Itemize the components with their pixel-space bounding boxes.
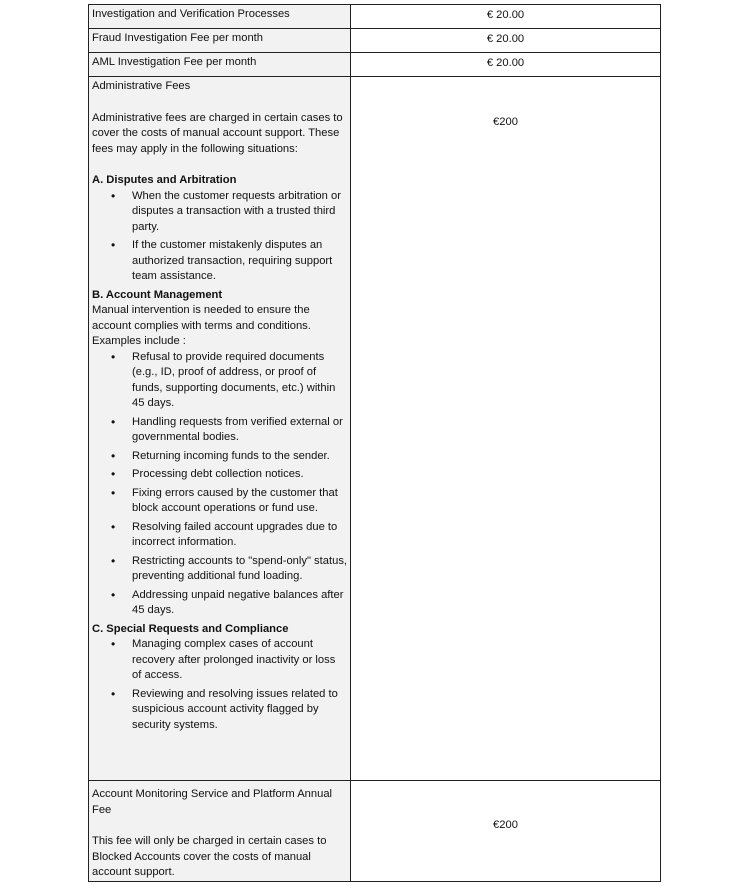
monitoring-title: Account Monitoring Service and Platform Annual Fee — [92, 788, 333, 816]
fee-row-fraud — [89, 29, 661, 53]
list-item: • Addressing unpaid negative balances after 45 days. — [92, 588, 347, 619]
monitoring-description: This fee will only be charged in certain cases to Blocked Accounts cover the costs of manual account support. — [92, 835, 327, 878]
list-item: • Resolving failed account upgrades due to incorrect information. — [92, 520, 347, 551]
fee-row-investigation — [89, 5, 661, 29]
monitoring-fee-cell — [89, 781, 351, 882]
list-item: • Fixing errors caused by the customer that block account operations or fund use. — [92, 486, 347, 517]
fee-label: Investigation and Verification Processes — [89, 5, 351, 29]
fee-price: € 20.00 — [351, 29, 661, 53]
section-a-heading: A. Disputes and Arbitration — [92, 174, 237, 186]
list-item: • When the customer requests arbitration or disputes a transaction with a trusted third party. — [92, 189, 347, 236]
fee-price: € 20.00 — [351, 5, 661, 29]
fee-price: € 20.00 — [351, 53, 661, 77]
list-item: • Processing debt collection notices. — [92, 467, 347, 483]
section-a-list — [92, 189, 347, 285]
section-b-list — [92, 350, 347, 619]
list-item: • If the customer mistakenly disputes an authorized transaction, requiring support team assistance. — [92, 238, 347, 285]
section-c-heading: C. Special Requests and Compliance — [92, 622, 289, 635]
fee-row-administrative — [89, 77, 661, 781]
list-item: • Reviewing and resolving issues related to suspicious account activity flagged by security systems. — [92, 687, 347, 734]
section-b-heading: B. Account Management — [92, 288, 223, 301]
fee-row-aml — [89, 53, 661, 77]
fee-row-monitoring — [89, 781, 661, 882]
fees-table — [88, 4, 661, 882]
list-item: • Handling requests from verified external or governmental bodies. — [92, 415, 347, 446]
administrative-title: Administrative Fees — [92, 80, 191, 92]
list-item: • Refusal to provide required documents (e.g., ID, proof of address, or proof of funds, supporting documents, etc.) within 45 days. — [92, 350, 347, 412]
fee-price: €200 — [351, 77, 661, 781]
fee-price: €200 — [351, 781, 661, 882]
section-c-list — [92, 637, 347, 733]
section-b-intro: Manual intervention is needed to ensure the account complies with terms and conditions. Examples include : — [92, 304, 311, 347]
fee-label: Fraud Investigation Fee per month — [89, 29, 351, 53]
list-item: • Managing complex cases of account recovery after prolonged inactivity or loss of access. — [92, 637, 347, 684]
list-item: • Restricting accounts to "spend-only" status, preventing additional fund loading. — [92, 554, 347, 585]
administrative-intro: Administrative fees are charged in certain cases to cover the costs of manual account support. These fees may apply in the following situations: — [92, 111, 343, 155]
fee-label: AML Investigation Fee per month — [89, 53, 351, 77]
administrative-fees-cell — [89, 77, 351, 781]
list-item: • Returning incoming funds to the sender. — [92, 449, 347, 465]
